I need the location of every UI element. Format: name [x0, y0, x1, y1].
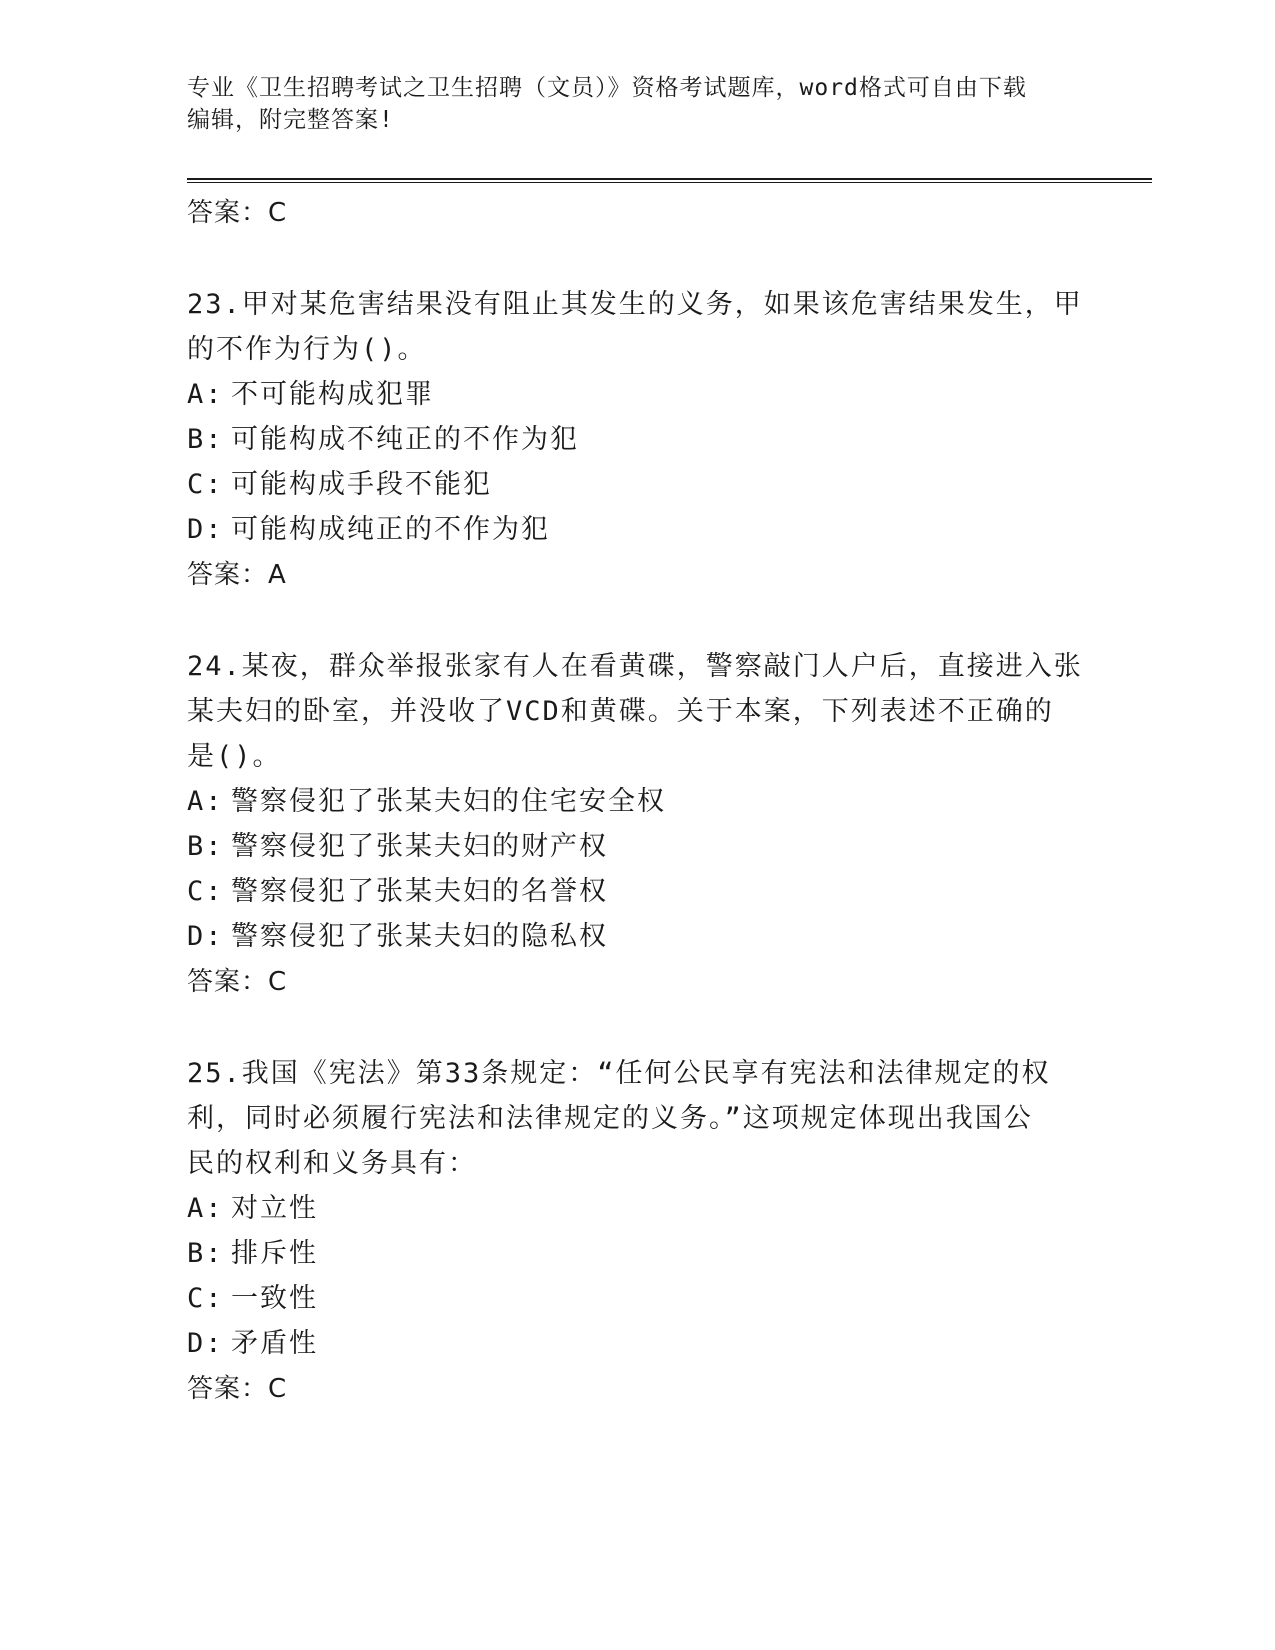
question-24: [187, 644, 1087, 1005]
document-header: [187, 72, 1077, 136]
option-a: [187, 1186, 1087, 1231]
question-25: [187, 1051, 1087, 1412]
option-d: [187, 507, 1087, 552]
option-c: [187, 869, 1087, 914]
option-text: 可能构成不纯正的不作为犯: [231, 424, 579, 455]
option-d: [187, 914, 1087, 959]
option-key: B:: [187, 1238, 224, 1269]
option-text: 警察侵犯了张某夫妇的财产权: [231, 831, 608, 862]
option-c: [187, 1276, 1087, 1321]
option-key: A:: [187, 786, 224, 817]
previous-question-answer: 答案：C: [187, 198, 288, 228]
option-text: 对立性: [231, 1193, 318, 1224]
question-stem-line: 利，同时必须履行宪法和法律规定的义务。”这项规定体现出我国公: [187, 1103, 1033, 1134]
option-b: [187, 417, 1087, 462]
option-text: 警察侵犯了张某夫妇的隐私权: [231, 921, 608, 952]
header-divider-thin: [187, 182, 1152, 183]
option-key: A:: [187, 379, 224, 410]
question-stem-line: 某夫妇的卧室，并没收了VCD和黄碟。关于本案，下列表述不正确的: [187, 696, 1054, 727]
option-text: 不可能构成犯罪: [231, 379, 434, 410]
header-line-1: 专业《卫生招聘考试之卫生招聘（文员）》资格考试题库，word格式可自由下载: [187, 75, 1027, 101]
question-stem-line: 23.甲对某危害结果没有阻止其发生的义务，如果该危害结果发生，甲: [187, 289, 1083, 320]
option-b: [187, 1231, 1087, 1276]
question-stem-line: 24.某夜，群众举报张家有人在看黄碟，警察敲门人户后，直接进入张: [187, 651, 1083, 682]
option-a: [187, 372, 1087, 417]
question-stem-line: 民的权利和义务具有：: [187, 1148, 477, 1179]
question-list: [187, 190, 1087, 1412]
option-key: C:: [187, 876, 224, 907]
option-c: [187, 462, 1087, 507]
option-key: D:: [187, 1328, 224, 1359]
question-answer: 答案：C: [187, 1374, 288, 1404]
option-b: [187, 824, 1087, 869]
option-key: D:: [187, 514, 224, 545]
question-23: [187, 282, 1087, 598]
option-key: C:: [187, 469, 224, 500]
question-stem-line: 的不作为行为()。: [187, 334, 427, 365]
question-answer: 答案：C: [187, 967, 288, 997]
question-stem-line: 是()。: [187, 741, 282, 772]
question-stem-line: 25.我国《宪法》第33条规定：“任何公民享有宪法和法律规定的权: [187, 1058, 1051, 1089]
option-key: B:: [187, 424, 224, 455]
option-key: A:: [187, 1193, 224, 1224]
option-key: D:: [187, 921, 224, 952]
option-d: [187, 1321, 1087, 1366]
option-key: C:: [187, 1283, 224, 1314]
header-line-2: 编辑，附完整答案!: [187, 107, 394, 133]
option-text: 可能构成手段不能犯: [231, 469, 492, 500]
option-text: 排斥性: [231, 1238, 318, 1269]
option-text: 可能构成纯正的不作为犯: [231, 514, 550, 545]
option-text: 矛盾性: [231, 1328, 318, 1359]
option-key: B:: [187, 831, 224, 862]
option-text: 警察侵犯了张某夫妇的名誉权: [231, 876, 608, 907]
option-a: [187, 779, 1087, 824]
option-text: 警察侵犯了张某夫妇的住宅安全权: [231, 786, 666, 817]
header-divider-thick: [187, 178, 1152, 180]
option-text: 一致性: [231, 1283, 318, 1314]
question-answer: 答案：A: [187, 560, 287, 590]
